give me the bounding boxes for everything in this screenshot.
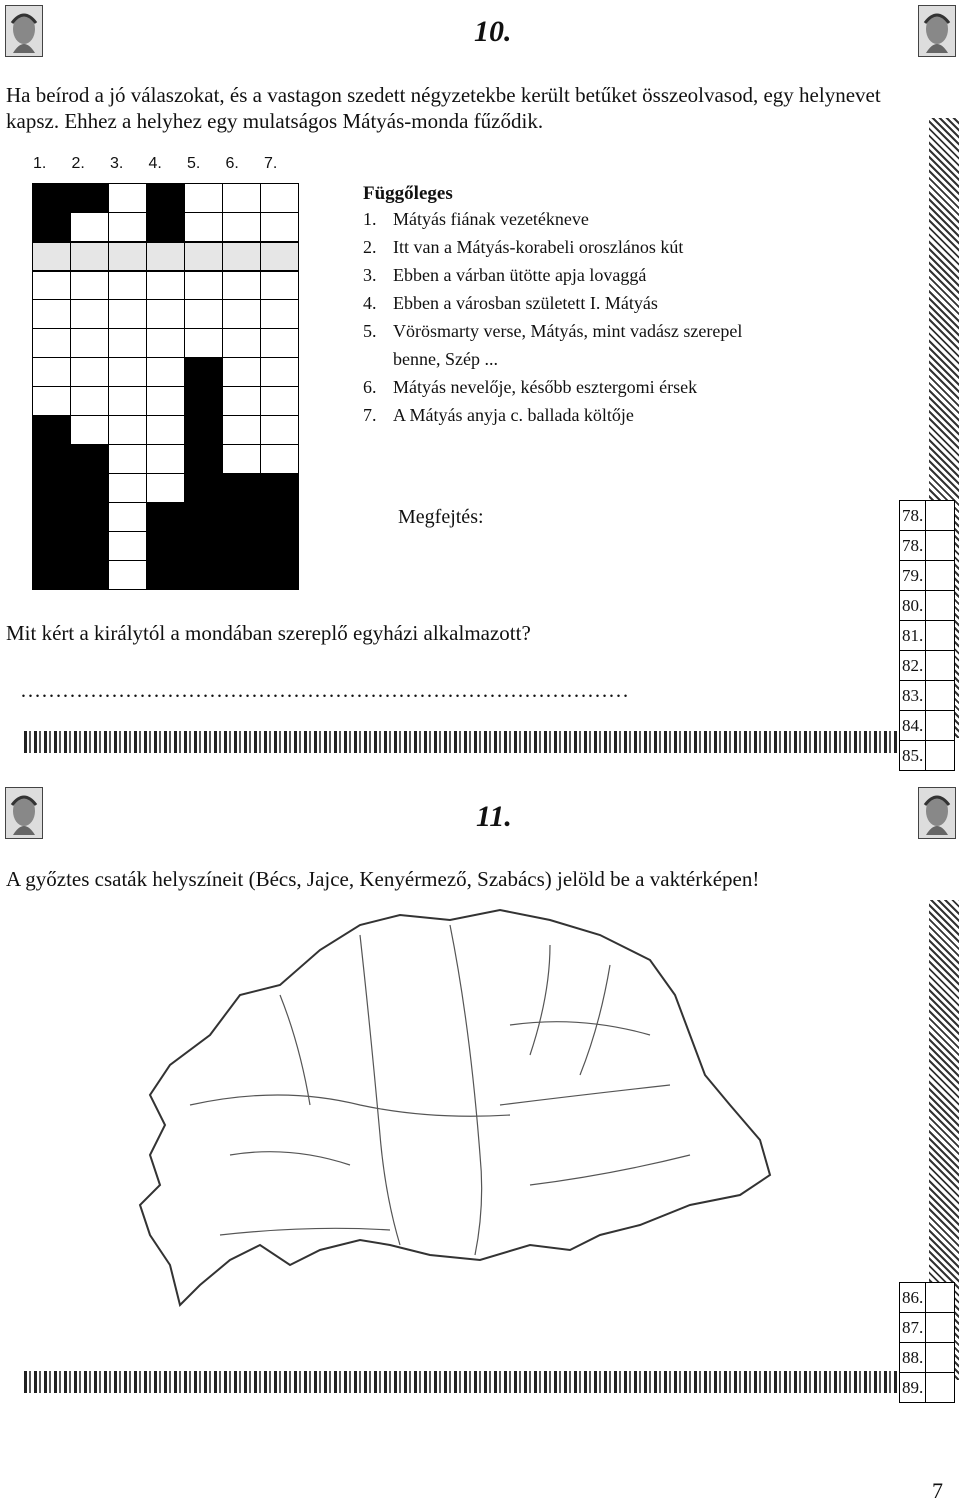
crossword-cell[interactable]: [109, 213, 147, 242]
crossword-cell[interactable]: [185, 300, 223, 329]
ornamental-border: [24, 731, 929, 753]
crossword-cell[interactable]: [261, 271, 299, 300]
clue-text: Ebben a várban ütötte apja lovaggá: [393, 265, 647, 285]
clue-number: 7.: [363, 405, 377, 425]
crossword-cell[interactable]: [261, 445, 299, 474]
matyas-portrait-icon: [5, 5, 43, 57]
score-column: [899, 500, 955, 771]
crossword-cell[interactable]: [33, 300, 71, 329]
crossword-cell-blocked: [185, 445, 223, 474]
solution-label: Megfejtés:: [398, 506, 484, 528]
crossword-cell[interactable]: [147, 329, 185, 358]
crossword-cell[interactable]: [147, 358, 185, 387]
clue-number: 3.: [363, 265, 377, 285]
crossword-cell-blocked: [147, 561, 185, 590]
score-label: 84.: [900, 711, 926, 741]
crossword-cell-blocked: [261, 503, 299, 532]
crossword-cell[interactable]: [109, 300, 147, 329]
crossword-cell[interactable]: [71, 387, 109, 416]
crossword-cell-blocked: [33, 416, 71, 445]
column-number: 4.: [148, 155, 162, 172]
clue-number: 4.: [363, 293, 377, 313]
score-cell[interactable]: [926, 621, 955, 651]
crossword-cell-blocked: [223, 532, 261, 561]
score-cell[interactable]: [926, 1313, 955, 1343]
crossword-cell-blocked: [71, 474, 109, 503]
page-number: 7: [932, 1478, 943, 1503]
crossword-cell-highlighted[interactable]: [109, 242, 147, 271]
crossword-cell[interactable]: [223, 184, 261, 213]
crossword-cell[interactable]: [223, 300, 261, 329]
crossword-cell[interactable]: [261, 387, 299, 416]
clue-number: 1.: [363, 209, 377, 229]
clues-title: Függőleges: [363, 183, 453, 204]
crossword-cell-blocked: [185, 503, 223, 532]
crossword-cell[interactable]: [109, 416, 147, 445]
clue-item: [363, 261, 883, 289]
crossword-cell-blocked: [33, 561, 71, 590]
crossword-cell[interactable]: [71, 300, 109, 329]
clue-item: [363, 345, 883, 373]
ornamental-border: [24, 1371, 929, 1393]
clue-item: [363, 317, 883, 345]
score-label: 78.: [900, 501, 926, 531]
score-cell[interactable]: [926, 651, 955, 681]
crossword-cell[interactable]: [223, 387, 261, 416]
crossword-cell[interactable]: [109, 561, 147, 590]
matyas-portrait-icon: [918, 787, 956, 839]
column-number: 1.: [33, 155, 47, 172]
crossword-cell[interactable]: [185, 184, 223, 213]
crossword-cell[interactable]: [261, 184, 299, 213]
score-column: [899, 1282, 955, 1403]
crossword-cell[interactable]: [71, 358, 109, 387]
crossword-cell[interactable]: [261, 213, 299, 242]
crossword-cell[interactable]: [109, 271, 147, 300]
crossword-cell[interactable]: [109, 387, 147, 416]
crossword-cell[interactable]: [33, 387, 71, 416]
crossword-cell-blocked: [261, 561, 299, 590]
clue-item: [363, 205, 883, 233]
crossword-cell-blocked: [185, 474, 223, 503]
crossword-cell[interactable]: [147, 416, 185, 445]
clue-number: 2.: [363, 237, 377, 257]
crossword-cell-blocked: [223, 503, 261, 532]
crossword-cell[interactable]: [147, 445, 185, 474]
task-heading: 11.: [476, 800, 512, 833]
score-label: 88.: [900, 1343, 926, 1373]
score-cell[interactable]: [926, 741, 955, 771]
task-intro: Ha beírod a jó válaszokat, és a vastagon szedett négyzetekbe került betűket összeolvasod, egy helynevet kapsz. Ehhez a helyhez egy mulatságos Mátyás-monda fűződik.: [6, 83, 881, 133]
crossword-cell[interactable]: [261, 358, 299, 387]
crossword-cell-blocked: [33, 445, 71, 474]
crossword-cell[interactable]: [109, 532, 147, 561]
crossword-cell-blocked: [71, 503, 109, 532]
crossword-cell[interactable]: [223, 358, 261, 387]
crossword-cell[interactable]: [147, 271, 185, 300]
matyas-portrait-icon: [918, 5, 956, 57]
crossword-cell[interactable]: [147, 300, 185, 329]
crossword-cell[interactable]: [33, 358, 71, 387]
crossword-cell-blocked: [71, 561, 109, 590]
column-number: 3.: [110, 155, 124, 172]
score-label: 80.: [900, 591, 926, 621]
crossword-cell-blocked: [71, 532, 109, 561]
score-label: 86.: [900, 1283, 926, 1313]
score-label: 82.: [900, 651, 926, 681]
clue-item: [363, 373, 883, 401]
crossword-cell-blocked: [223, 561, 261, 590]
score-label: 85.: [900, 741, 926, 771]
blind-map[interactable]: [130, 905, 780, 1315]
clue-text: Mátyás fiának vezetékneve: [393, 209, 589, 229]
crossword-cell-blocked: [33, 213, 71, 242]
crossword-cell-highlighted[interactable]: [261, 242, 299, 271]
crossword-cell[interactable]: [185, 213, 223, 242]
crossword-cell[interactable]: [223, 271, 261, 300]
crossword-cell[interactable]: [109, 358, 147, 387]
score-cell[interactable]: [926, 531, 955, 561]
score-cell[interactable]: [926, 681, 955, 711]
score-cell[interactable]: [926, 711, 955, 741]
matyas-portrait-icon: [5, 787, 43, 839]
column-number: 6.: [225, 155, 239, 172]
score-label: 87.: [900, 1313, 926, 1343]
crossword-cell-blocked: [261, 532, 299, 561]
clue-number: 5.: [363, 321, 377, 341]
crossword-cell-blocked: [33, 474, 71, 503]
crossword-cell-blocked: [223, 474, 261, 503]
clue-text: Itt van a Mátyás-korabeli oroszlános kút: [393, 237, 684, 257]
score-cell[interactable]: [926, 501, 955, 531]
clue-text: A Mátyás anyja c. ballada költője: [393, 405, 634, 425]
crossword-cell-blocked: [261, 474, 299, 503]
task-instruction: A győztes csaták helyszíneit (Bécs, Jajce, Kenyérmező, Szabács) jelöld be a vaktérképen!: [6, 867, 760, 891]
crossword-cell-blocked: [185, 416, 223, 445]
crossword-cell-blocked: [33, 184, 71, 213]
crossword-cell[interactable]: [147, 474, 185, 503]
crossword-cell[interactable]: [261, 416, 299, 445]
crossword-cell[interactable]: [223, 445, 261, 474]
crossword-cell[interactable]: [223, 416, 261, 445]
score-label: 78.: [900, 531, 926, 561]
crossword-cell[interactable]: [185, 329, 223, 358]
crossword-cell[interactable]: [33, 329, 71, 358]
crossword-cell[interactable]: [223, 213, 261, 242]
crossword-cell[interactable]: [185, 271, 223, 300]
crossword-cell-blocked: [33, 532, 71, 561]
score-label: 79.: [900, 561, 926, 591]
crossword-cell-highlighted[interactable]: [185, 242, 223, 271]
score-label: 89.: [900, 1373, 926, 1403]
clue-text: benne, Szép ...: [393, 349, 498, 369]
crossword-cell-blocked: [185, 532, 223, 561]
crossword-grid: [32, 183, 299, 590]
clue-item: [363, 233, 883, 261]
crossword-cell-blocked: [147, 503, 185, 532]
score-cell[interactable]: [926, 1283, 955, 1313]
crossword-cell-highlighted[interactable]: [147, 242, 185, 271]
crossword-cell[interactable]: [147, 387, 185, 416]
clue-item: [363, 289, 883, 317]
task-heading: 10.: [474, 15, 512, 48]
clue-text: Vörösmarty verse, Mátyás, mint vadász szerepel: [393, 321, 743, 341]
crossword-cell[interactable]: [223, 329, 261, 358]
crossword-cell[interactable]: [261, 329, 299, 358]
crossword-cell[interactable]: [71, 271, 109, 300]
crossword-cell[interactable]: [71, 329, 109, 358]
crossword-cell-blocked: [185, 387, 223, 416]
score-label: 83.: [900, 681, 926, 711]
clue-text: Ebben a városban született I. Mátyás: [393, 293, 658, 313]
column-number: 5.: [187, 155, 201, 172]
clue-item: [363, 401, 883, 429]
clue-text: Mátyás nevelője, később esztergomi érsek: [393, 377, 698, 397]
column-number: 2.: [71, 155, 85, 172]
question-text: Mit kért a királytól a mondában szereplő egyházi alkalmazott?: [6, 621, 531, 645]
crossword-cell-blocked: [147, 184, 185, 213]
crossword-cell[interactable]: [261, 300, 299, 329]
crossword-cell[interactable]: [109, 184, 147, 213]
crossword-cell-blocked: [71, 445, 109, 474]
crossword-cell-blocked: [147, 532, 185, 561]
crossword-cell-highlighted[interactable]: [33, 242, 71, 271]
crossword-cell[interactable]: [71, 213, 109, 242]
score-label: 81.: [900, 621, 926, 651]
score-cell[interactable]: [926, 591, 955, 621]
crossword-cell-blocked: [185, 561, 223, 590]
crossword-cell[interactable]: [109, 329, 147, 358]
crossword-cell-highlighted[interactable]: [71, 242, 109, 271]
crossword-column-numbers: [33, 155, 303, 173]
crossword-cell[interactable]: [33, 271, 71, 300]
score-cell[interactable]: [926, 561, 955, 591]
crossword-cell[interactable]: [109, 445, 147, 474]
crossword-cell[interactable]: [71, 416, 109, 445]
crossword-cell-blocked: [71, 184, 109, 213]
crossword-cell[interactable]: [109, 474, 147, 503]
column-number: 7.: [264, 155, 278, 172]
crossword-cell-highlighted[interactable]: [223, 242, 261, 271]
clue-number: 6.: [363, 377, 377, 397]
crossword-cell-blocked: [33, 503, 71, 532]
crossword-cell-blocked: [147, 213, 185, 242]
score-cell[interactable]: [926, 1343, 955, 1373]
clues-panel: [363, 183, 883, 429]
crossword-cell[interactable]: [109, 503, 147, 532]
score-cell[interactable]: [926, 1373, 955, 1403]
answer-line[interactable]: ……………………………………………………………………………: [20, 678, 629, 702]
crossword-cell-blocked: [185, 358, 223, 387]
